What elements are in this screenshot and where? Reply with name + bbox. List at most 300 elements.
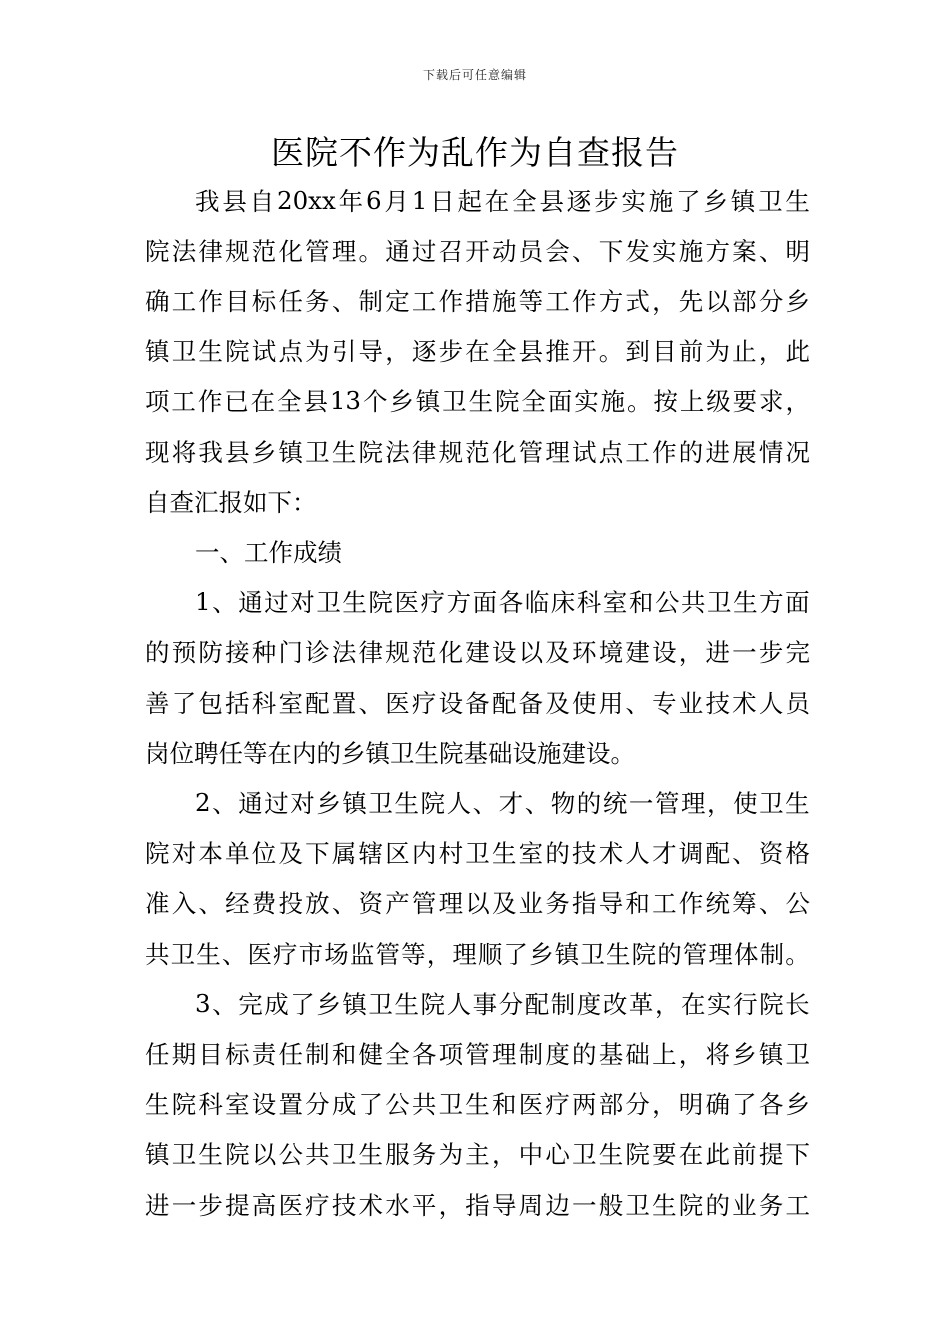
body-glyph: 室 bbox=[278, 688, 303, 718]
body-glyph: 化 bbox=[438, 638, 464, 668]
body-glyph: 卫 bbox=[625, 1190, 650, 1220]
body-glyph: 制 bbox=[550, 989, 576, 1019]
body-glyph: 对 bbox=[290, 788, 315, 818]
body-glyph: 和 bbox=[491, 1090, 517, 1120]
body-glyph: 放 bbox=[305, 889, 330, 919]
body-glyph: 接 bbox=[225, 638, 250, 668]
body-glyph: 了 bbox=[732, 1090, 757, 1120]
body-glyph: 院 bbox=[439, 738, 464, 768]
body-glyph: 经 bbox=[225, 889, 250, 919]
body-glyph: 配 bbox=[705, 839, 730, 869]
body-glyph: 查 bbox=[169, 487, 194, 517]
body-glyph: 3 bbox=[195, 988, 211, 1018]
body-glyph: 现 bbox=[145, 437, 170, 467]
body-glyph: 卫 bbox=[171, 1140, 197, 1170]
body-glyph: 卫 bbox=[305, 437, 330, 467]
body-glyph: ， bbox=[426, 939, 452, 969]
body-glyph: 过 bbox=[411, 236, 437, 266]
body-glyph: 监 bbox=[349, 939, 375, 969]
body-glyph: 室 bbox=[602, 588, 628, 618]
body-glyph: 管 bbox=[375, 939, 400, 969]
body-glyph: 县 bbox=[518, 337, 544, 367]
body-glyph: 施 bbox=[600, 387, 626, 417]
body-glyph: 况 bbox=[785, 437, 810, 467]
body-glyph: 、 bbox=[198, 889, 223, 919]
body-glyph: 全 bbox=[512, 186, 537, 216]
body-glyph: 方 bbox=[705, 236, 730, 266]
body-glyph: 员 bbox=[518, 236, 544, 266]
body-glyph: 生 bbox=[198, 337, 223, 367]
body-glyph: 了 bbox=[503, 939, 529, 969]
body-glyph: 统 bbox=[602, 788, 628, 818]
body-line bbox=[145, 282, 810, 318]
body-glyph: 资 bbox=[758, 839, 784, 869]
body-glyph: 要 bbox=[732, 387, 758, 417]
body-glyph: 一 bbox=[171, 1190, 197, 1220]
body-glyph: 体 bbox=[734, 939, 759, 969]
body-line bbox=[145, 433, 810, 469]
body-glyph: 卫 bbox=[170, 939, 196, 969]
body-glyph: 生 bbox=[465, 1090, 490, 1120]
body-glyph: 为 bbox=[305, 337, 330, 367]
body-glyph: 管 bbox=[518, 437, 544, 467]
body-glyph: 卫 bbox=[438, 1090, 464, 1120]
body-glyph: 高 bbox=[251, 1190, 277, 1220]
body-glyph: 完 bbox=[785, 638, 810, 668]
body-glyph: 指 bbox=[572, 889, 597, 919]
body-glyph: 律 bbox=[198, 236, 223, 266]
body-glyph: 的 bbox=[145, 638, 170, 668]
body-glyph: 院 bbox=[225, 1140, 250, 1170]
body-glyph: 卫 bbox=[580, 939, 605, 969]
header-note: 下载后可任意编辑 bbox=[422, 68, 527, 82]
body-glyph: 如 bbox=[243, 487, 268, 517]
body-glyph: 务 bbox=[545, 889, 570, 919]
body-glyph: 位 bbox=[169, 738, 194, 768]
body-glyph: 村 bbox=[438, 839, 464, 869]
body-glyph: 和 bbox=[628, 588, 654, 618]
body-glyph: 试 bbox=[251, 337, 277, 367]
body-line bbox=[145, 885, 810, 921]
body-glyph: ， bbox=[652, 1090, 677, 1120]
body-glyph: 区 bbox=[385, 839, 410, 869]
body-glyph: 一 bbox=[572, 1190, 597, 1220]
body-glyph: 范 bbox=[411, 638, 437, 668]
body-glyph: 疗 bbox=[273, 939, 298, 969]
body-glyph: 导 bbox=[598, 889, 624, 919]
body-glyph: 、 bbox=[472, 788, 498, 818]
body-glyph: 年 bbox=[338, 186, 364, 216]
document-title: 医院不作为乱作为自查报告 bbox=[271, 133, 679, 172]
body-glyph: 管 bbox=[411, 889, 437, 919]
body-glyph: 门 bbox=[278, 638, 303, 668]
body-glyph: 置 bbox=[331, 688, 357, 718]
body-glyph: 日 bbox=[430, 186, 455, 216]
body-glyph: 工 bbox=[625, 437, 650, 467]
body-glyph: 及 bbox=[278, 839, 303, 869]
body-glyph: 院 bbox=[678, 1190, 704, 1220]
body-glyph: 生 bbox=[652, 1190, 677, 1220]
body-glyph: 前 bbox=[732, 1140, 757, 1170]
body-glyph: 的 bbox=[576, 788, 602, 818]
body-glyph: 1 bbox=[195, 587, 211, 617]
body-glyph: 乡 bbox=[316, 788, 341, 818]
body-glyph: 院 bbox=[759, 989, 784, 1019]
body-glyph: 管 bbox=[682, 939, 708, 969]
body-glyph: 一 bbox=[195, 537, 220, 567]
body-glyph: 已 bbox=[224, 387, 249, 417]
body-glyph: 服 bbox=[385, 1140, 410, 1170]
body-glyph: 乡 bbox=[316, 989, 341, 1019]
body-glyph: 制 bbox=[518, 1039, 544, 1069]
body-glyph: 科 bbox=[251, 688, 277, 718]
body-glyph: 工 bbox=[244, 537, 269, 567]
body-glyph: 自 bbox=[145, 487, 170, 517]
body-glyph: 共 bbox=[305, 1140, 330, 1170]
body-glyph: 式 bbox=[625, 286, 650, 316]
body-glyph: 生 bbox=[598, 1140, 624, 1170]
body-glyph: 科 bbox=[198, 1090, 223, 1120]
body-glyph: 度 bbox=[576, 989, 602, 1019]
body-glyph: 卫 bbox=[759, 788, 784, 818]
body-glyph: 生 bbox=[196, 939, 221, 969]
body-glyph: 面 bbox=[785, 588, 810, 618]
body-glyph: 镇 bbox=[145, 1140, 170, 1170]
body-glyph: 到 bbox=[625, 337, 650, 367]
body-glyph: 开 bbox=[465, 236, 490, 266]
body-glyph: 卫 bbox=[368, 788, 393, 818]
body-glyph: 止 bbox=[732, 337, 757, 367]
body-glyph: 设 bbox=[491, 638, 517, 668]
body-glyph: 任 bbox=[278, 1039, 303, 1069]
body-glyph: 起 bbox=[457, 186, 482, 216]
body-line bbox=[145, 232, 810, 268]
body-glyph: 卫 bbox=[572, 1140, 597, 1170]
body-glyph: 革 bbox=[628, 989, 654, 1019]
body-glyph: 此 bbox=[705, 1140, 730, 1170]
body-glyph: 及 bbox=[491, 889, 517, 919]
body-glyph: 逐 bbox=[566, 186, 592, 216]
body-glyph: 用 bbox=[598, 688, 624, 718]
body-glyph: 引 bbox=[331, 337, 357, 367]
body-glyph: 过 bbox=[264, 788, 289, 818]
body-glyph: 工 bbox=[545, 286, 570, 316]
body-glyph: 科 bbox=[576, 588, 602, 618]
body-glyph: 健 bbox=[358, 1039, 383, 1069]
body-glyph: 的 bbox=[545, 839, 570, 869]
body-glyph: 对 bbox=[290, 588, 315, 618]
body-glyph: 生 bbox=[198, 1140, 223, 1170]
body-glyph: 、 bbox=[625, 688, 650, 718]
body-glyph: 岗 bbox=[145, 738, 170, 768]
body-glyph: 备 bbox=[465, 688, 490, 718]
body-glyph: 卫 bbox=[390, 738, 415, 768]
body-glyph: 室 bbox=[225, 1090, 250, 1120]
body-glyph: 理 bbox=[708, 939, 733, 969]
body-glyph: 共 bbox=[411, 1090, 437, 1120]
body-glyph: 上 bbox=[679, 387, 705, 417]
body-glyph: 专 bbox=[652, 688, 677, 718]
body-glyph: 投 bbox=[278, 889, 303, 919]
body-glyph: 按 bbox=[653, 387, 678, 417]
body-glyph: 生 bbox=[605, 939, 631, 969]
body-glyph: 分 bbox=[305, 1090, 330, 1120]
body-glyph: 本 bbox=[198, 839, 223, 869]
body-glyph: 实 bbox=[574, 387, 599, 417]
body-glyph: 2 bbox=[195, 787, 211, 817]
body-glyph: 生 bbox=[491, 839, 517, 869]
body-glyph: 以 bbox=[465, 889, 490, 919]
body-glyph: 镇 bbox=[342, 788, 367, 818]
body-glyph: 公 bbox=[785, 889, 810, 919]
body-line bbox=[145, 734, 810, 770]
body-glyph: 院 bbox=[171, 1090, 197, 1120]
body-glyph: 乡 bbox=[389, 387, 414, 417]
body-glyph: 13 bbox=[329, 386, 362, 416]
body-glyph: 为 bbox=[705, 337, 730, 367]
body-glyph: 进 bbox=[705, 437, 730, 467]
body-line bbox=[145, 1186, 810, 1222]
body-glyph: 。 bbox=[627, 387, 652, 417]
body-glyph: 、 bbox=[572, 236, 597, 266]
body-line bbox=[145, 1035, 810, 1071]
body-glyph: 度 bbox=[545, 1039, 570, 1069]
body-glyph: 乡 bbox=[703, 186, 728, 216]
body-glyph: 情 bbox=[758, 437, 784, 467]
body-glyph: 人 bbox=[446, 788, 472, 818]
body-glyph: 卫 bbox=[316, 588, 341, 618]
body-glyph: 方 bbox=[759, 588, 784, 618]
body-glyph: 了 bbox=[676, 186, 701, 216]
body-glyph: 共 bbox=[680, 588, 706, 618]
body-glyph: ， bbox=[491, 1140, 517, 1170]
body-glyph: 在 bbox=[680, 989, 706, 1019]
body-glyph: 使 bbox=[733, 788, 758, 818]
body-line bbox=[145, 333, 810, 369]
body-glyph: 县 bbox=[539, 186, 564, 216]
body-glyph: 目 bbox=[198, 1039, 223, 1069]
body-glyph: 的 bbox=[316, 738, 341, 768]
body-glyph: 业 bbox=[732, 1190, 757, 1220]
body-glyph: 。 bbox=[358, 236, 383, 266]
body-glyph: 调 bbox=[678, 839, 704, 869]
body-glyph: 施 bbox=[491, 286, 517, 316]
body-glyph: 及 bbox=[545, 638, 570, 668]
body-glyph: 业 bbox=[678, 688, 704, 718]
body-glyph: 定 bbox=[385, 286, 410, 316]
body-glyph: 基 bbox=[463, 738, 488, 768]
body-glyph: 工 bbox=[652, 889, 677, 919]
body-glyph: 对 bbox=[171, 839, 197, 869]
body-glyph: 召 bbox=[438, 236, 464, 266]
body-glyph: 境 bbox=[598, 638, 624, 668]
body-glyph: 医 bbox=[394, 588, 419, 618]
body-glyph: 生 bbox=[394, 989, 419, 1019]
body-glyph: ， bbox=[678, 1039, 704, 1069]
body-glyph: 了 bbox=[358, 1090, 383, 1120]
body-glyph: ： bbox=[292, 487, 317, 517]
body-glyph: 上 bbox=[652, 1039, 677, 1069]
body-glyph: 任 bbox=[145, 1039, 170, 1069]
body-glyph: 实 bbox=[621, 186, 646, 216]
body-glyph: 院 bbox=[145, 839, 170, 869]
body-glyph: 位 bbox=[251, 839, 277, 869]
body-glyph: ， bbox=[438, 1190, 464, 1220]
body-glyph: ， bbox=[654, 989, 680, 1019]
body-line bbox=[195, 985, 810, 1021]
body-glyph: 范 bbox=[251, 236, 277, 266]
body-glyph: 月 bbox=[384, 186, 409, 216]
body-glyph: 管 bbox=[654, 788, 680, 818]
body-glyph: 、 bbox=[331, 286, 357, 316]
body-glyph: 生 bbox=[145, 1090, 170, 1120]
body-glyph: 周 bbox=[518, 1190, 544, 1220]
body-glyph: 医 bbox=[247, 939, 272, 969]
body-glyph: 项 bbox=[438, 1039, 464, 1069]
body-glyph: 在 bbox=[484, 186, 510, 216]
body-glyph: 推 bbox=[545, 337, 570, 367]
body-glyph: 镇 bbox=[415, 387, 441, 417]
body-glyph: 、 bbox=[331, 889, 357, 919]
body-glyph: 。 bbox=[785, 939, 810, 969]
body-glyph: 卫 bbox=[331, 1140, 357, 1170]
body-glyph: 工 bbox=[171, 286, 197, 316]
body-glyph: 成 bbox=[331, 1090, 357, 1120]
body-glyph: 的 bbox=[678, 437, 704, 467]
body-glyph: 疗 bbox=[411, 688, 437, 718]
body-glyph: 业 bbox=[518, 889, 544, 919]
body-glyph: 市 bbox=[298, 939, 324, 969]
body-glyph: 下 bbox=[305, 839, 330, 869]
body-glyph: 顺 bbox=[477, 939, 503, 969]
body-glyph: 县 bbox=[225, 437, 250, 467]
body-glyph: 卫 bbox=[442, 387, 467, 417]
body-line bbox=[145, 1136, 810, 1172]
body-glyph: 院 bbox=[631, 939, 657, 969]
body-glyph: 设 bbox=[586, 738, 611, 768]
body-glyph: 作 bbox=[197, 387, 223, 417]
body-glyph: 过 bbox=[264, 588, 289, 618]
body-glyph: 院 bbox=[494, 387, 520, 417]
body-glyph: 镇 bbox=[342, 989, 367, 1019]
body-glyph: 分 bbox=[625, 1090, 650, 1120]
body-glyph: 法 bbox=[385, 437, 410, 467]
body-glyph: 、 bbox=[732, 839, 757, 869]
body-glyph: 单 bbox=[225, 839, 250, 869]
body-glyph: 院 bbox=[420, 989, 446, 1019]
body-glyph: 下 bbox=[785, 1140, 810, 1170]
body-glyph: 使 bbox=[572, 688, 597, 718]
body-glyph: 入 bbox=[171, 889, 197, 919]
body-glyph: 等 bbox=[243, 738, 268, 768]
body-glyph: 准 bbox=[145, 889, 170, 919]
body-glyph: 进 bbox=[145, 1190, 170, 1220]
body-glyph: 镇 bbox=[730, 186, 756, 216]
body-glyph: 院 bbox=[145, 236, 170, 266]
body-glyph: 才 bbox=[498, 788, 524, 818]
body-glyph: 院 bbox=[420, 788, 446, 818]
body-glyph: 物 bbox=[550, 788, 576, 818]
body-glyph: 全 bbox=[385, 1039, 410, 1069]
body-glyph: 县 bbox=[222, 186, 247, 216]
body-glyph: 为 bbox=[438, 1140, 464, 1170]
body-glyph: 环 bbox=[572, 638, 597, 668]
body-glyph: 施 bbox=[678, 236, 704, 266]
body-glyph: 步 bbox=[594, 186, 619, 216]
body-glyph: 县 bbox=[303, 387, 328, 417]
body-glyph: 在 bbox=[465, 337, 490, 367]
body-glyph: 20xx bbox=[276, 185, 336, 215]
body-glyph: 乡 bbox=[732, 1039, 757, 1069]
body-glyph: 务 bbox=[411, 1140, 437, 1170]
body-line bbox=[195, 533, 810, 569]
body-glyph: 生 bbox=[342, 588, 367, 618]
body-glyph: 要 bbox=[652, 1140, 677, 1170]
body-glyph: 、 bbox=[212, 989, 237, 1019]
body-glyph: 乡 bbox=[785, 286, 810, 316]
body-glyph: 卫 bbox=[707, 588, 732, 618]
body-glyph: 点 bbox=[278, 337, 303, 367]
body-glyph: 作 bbox=[652, 437, 677, 467]
body-glyph: 生 bbox=[358, 1140, 383, 1170]
body-glyph: 费 bbox=[251, 889, 277, 919]
body-glyph: 1 bbox=[411, 185, 428, 215]
body-line bbox=[145, 1086, 810, 1122]
body-glyph: 卫 bbox=[465, 839, 490, 869]
body-glyph: ， bbox=[385, 337, 410, 367]
body-glyph: 步 bbox=[198, 1190, 223, 1220]
body-glyph: 的 bbox=[705, 1190, 730, 1220]
body-glyph: 乡 bbox=[785, 1090, 810, 1120]
body-glyph: 临 bbox=[524, 588, 550, 618]
body-glyph: 规 bbox=[225, 236, 250, 266]
body-glyph: 动 bbox=[491, 236, 517, 266]
body-glyph: 展 bbox=[732, 437, 757, 467]
body-glyph: 务 bbox=[305, 286, 330, 316]
body-glyph: 全 bbox=[277, 387, 302, 417]
body-line bbox=[195, 584, 810, 620]
body-glyph: 、 bbox=[758, 236, 784, 266]
body-glyph: 成 bbox=[264, 989, 289, 1019]
body-glyph: 规 bbox=[385, 638, 410, 668]
body-glyph: 任 bbox=[218, 738, 243, 768]
body-glyph: 步 bbox=[758, 638, 784, 668]
body-glyph: 全 bbox=[521, 387, 546, 417]
body-glyph: 范 bbox=[465, 437, 490, 467]
body-glyph: 方 bbox=[446, 588, 472, 618]
body-glyph: 实 bbox=[707, 989, 732, 1019]
body-glyph: 措 bbox=[465, 286, 490, 316]
body-glyph: 等 bbox=[518, 286, 544, 316]
body-glyph: 明 bbox=[785, 236, 810, 266]
body-glyph: 进 bbox=[705, 638, 730, 668]
body-glyph: 设 bbox=[512, 738, 537, 768]
body-glyph: 级 bbox=[706, 387, 731, 417]
body-glyph: 中 bbox=[518, 1140, 544, 1170]
body-glyph: 建 bbox=[561, 738, 586, 768]
body-glyph: 作 bbox=[572, 286, 597, 316]
body-glyph: 内 bbox=[411, 839, 437, 869]
body-glyph: 一 bbox=[732, 638, 757, 668]
body-glyph: 行 bbox=[733, 989, 758, 1019]
body-glyph: 技 bbox=[572, 839, 597, 869]
body-glyph: 发 bbox=[625, 236, 650, 266]
body-glyph: 和 bbox=[331, 1039, 357, 1069]
body-glyph: 、 bbox=[758, 889, 784, 919]
body-glyph: 、 bbox=[358, 688, 383, 718]
body-glyph: 明 bbox=[678, 1090, 704, 1120]
body-glyph: 各 bbox=[498, 588, 524, 618]
